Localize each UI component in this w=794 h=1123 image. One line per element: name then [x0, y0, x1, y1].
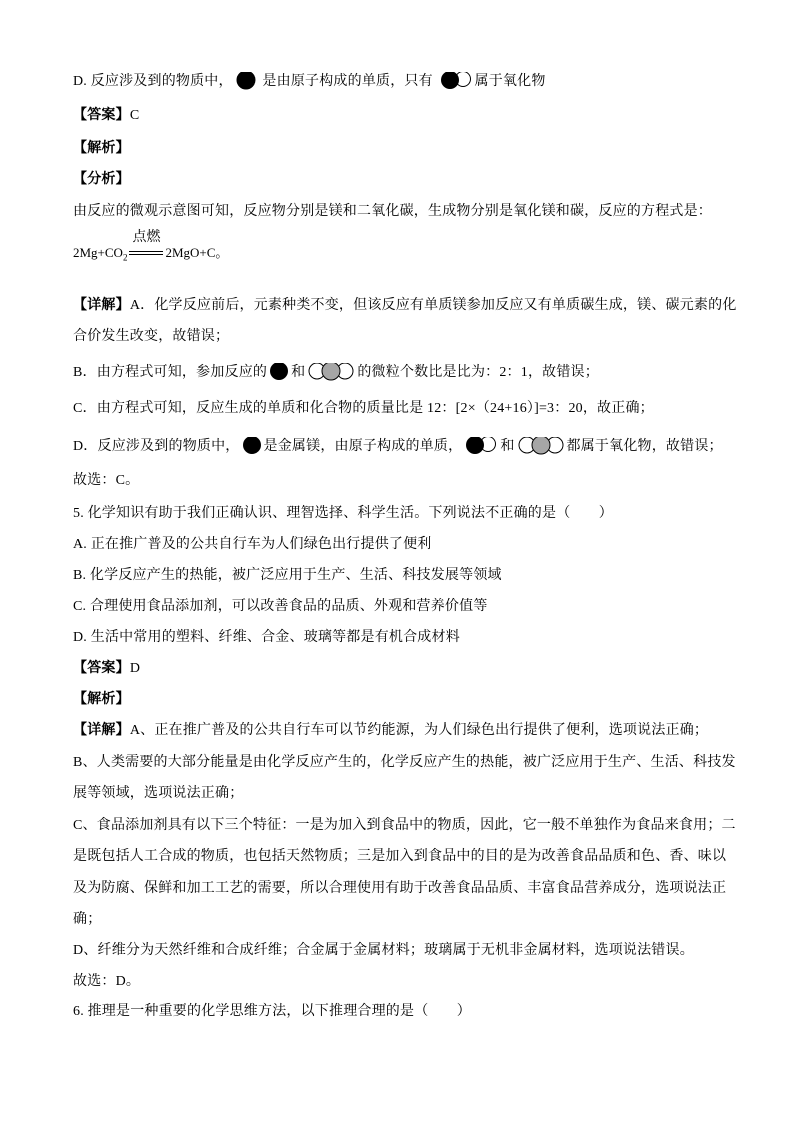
question5-detail-line: 确；: [73, 912, 102, 927]
chemical-equation: [73, 230, 228, 263]
equation-double-line: [129, 251, 163, 255]
prev-detail-a-line2: 合价发生改变，故错误；: [73, 329, 230, 344]
question5-detail-line: B、人类需要的大部分能量是由化学反应产生的，化学反应产生的热能，被广泛应用于生产、生活、科技发: [73, 755, 736, 770]
answer-label: 【答案】: [73, 108, 130, 123]
answer-value: D: [129, 661, 141, 676]
question5-detail-line: D、纤维分为天然纤维和合成纤维；合金属于金属材料；玻璃属于无机非金属材料，选项说法错误。: [73, 943, 694, 958]
detail-d-mid1: 是金属镁，由原子构成的单质，: [263, 439, 463, 455]
question5-conclusion: 故选：D。: [73, 974, 141, 989]
prev-detail-a-line1: [73, 296, 737, 316]
prev-detail-d: [73, 437, 723, 457]
question5-option-a: A. 正在推广普及的公共自行车为人们绿色出行提供了便利: [73, 537, 432, 552]
detail-label: 【详解】: [73, 298, 130, 313]
detail-d-before: D．反应涉及到的物质中，: [73, 439, 240, 455]
prev-jiexi-heading: 【解析】: [73, 141, 130, 156]
detail-a-text: A．化学反应前后，元素种类不变，但该反应有单质镁参加反应又有单质碳生成，镁、碳元素的化: [129, 298, 737, 313]
question6-stem: 6. 推理是一种重要的化学思维方法，以下推理合理的是（ ）: [73, 1004, 471, 1019]
prev-detail-b: [73, 363, 599, 383]
magnesium-atom-icon: [243, 437, 261, 455]
question5-jiexi-heading: 【解析】: [73, 692, 130, 707]
carbon-atom: [322, 363, 340, 380]
prev-conclusion: 故选：C。: [73, 473, 140, 488]
detail-b-mid: 和: [291, 365, 306, 381]
answer-label: 【答案】: [73, 661, 130, 676]
equation-condition-arrow: [128, 230, 164, 263]
question5-answer: [73, 659, 140, 679]
option-d-text-between: 是由原子构成的单质，只有: [258, 74, 437, 90]
question5-option-d: D. 生活中常用的塑料、纤维、合金、玻璃等都是有机合成材料: [73, 630, 460, 645]
question5-option-c: C. 合理使用食品添加剂，可以改善食品的品质、外观和营养价值等: [73, 599, 488, 614]
prev-answer: [73, 106, 139, 126]
question5-detail-line: 是既包括人工合成的物质，也包括天然物质；三是加入到食品中的目的是为改善食品品质和色、香、味以: [73, 849, 727, 864]
prev-option-d: [73, 72, 546, 92]
question5-detail-line: 展等领域，选项说法正确；: [73, 786, 244, 801]
equation-condition: 点燃: [132, 230, 161, 245]
equation-products: 2MgO+C。: [165, 245, 229, 260]
magnesium-atom-icon: [236, 72, 256, 90]
magnesium-atom: [441, 72, 458, 89]
magnesium-oxide-molecule-icon: [440, 72, 472, 90]
equation-reactants-text: 2Mg+CO: [73, 245, 123, 260]
magnesium-atom-icon: [270, 363, 288, 381]
option-d-text-after: 属于氧化物: [474, 74, 546, 90]
question5-option-b: B. 化学反应产生的热能，被广泛应用于生产、生活、科技发展等领域: [73, 568, 502, 583]
detail-b-after: 的微粒个数比是比为：2：1，故错误；: [357, 365, 599, 381]
question5-stem: 5. 化学知识有助于我们正确认识、理智选择、科学生活。下列说法不正确的是（ ）: [73, 506, 613, 521]
answer-value: C: [129, 108, 140, 123]
carbon-dioxide-molecule-icon: [308, 363, 354, 381]
question5-detail-line: C、食品添加剂具有以下三个特征：一是为加入到食品中的物质，因此，它一般不单独作为食品来食用；二: [73, 818, 736, 833]
equation-subscript: 2: [122, 252, 128, 263]
detail-text: A、正在推广普及的公共自行车可以节约能源，为人们绿色出行提供了便利，选项说法正确；: [129, 723, 709, 738]
question5-detail-line: [73, 721, 708, 741]
detail-d-after: 都属于氧化物，故错误；: [566, 439, 723, 455]
magnesium-atom: [243, 437, 260, 454]
prev-fenxi-heading: 【分析】: [73, 172, 130, 187]
magnesium-oxide-molecule-icon: [465, 437, 497, 455]
detail-b-before: B．由方程式可知，参加反应的: [73, 365, 268, 381]
question5-detail-line: 及为防腐、保鲜和加工工艺的需要，所以合理使用有助于改善食品品质、丰富食品营养成分，选项说法正: [73, 881, 727, 896]
equation-reactants: [73, 243, 127, 263]
carbon-atom: [532, 437, 550, 454]
detail-d-mid2: 和: [500, 439, 515, 455]
prev-fenxi-text: 由反应的微观示意图可知，反应物分别是镁和二氧化碳，生成物分别是氧化镁和碳，反应的方程式是：: [73, 204, 712, 219]
detail-label: 【详解】: [73, 723, 130, 738]
carbon-dioxide-molecule-icon: [518, 437, 564, 455]
magnesium-atom: [271, 363, 288, 380]
option-d-text-before: D. 反应涉及到的物质中，: [73, 74, 233, 90]
prev-detail-c: C．由方程式可知，反应生成的单质和化合物的质量比是 12：[2×（24+16）]=3：20，故正确；: [73, 401, 654, 416]
magnesium-atom: [467, 437, 484, 454]
magnesium-atom: [237, 72, 255, 89]
